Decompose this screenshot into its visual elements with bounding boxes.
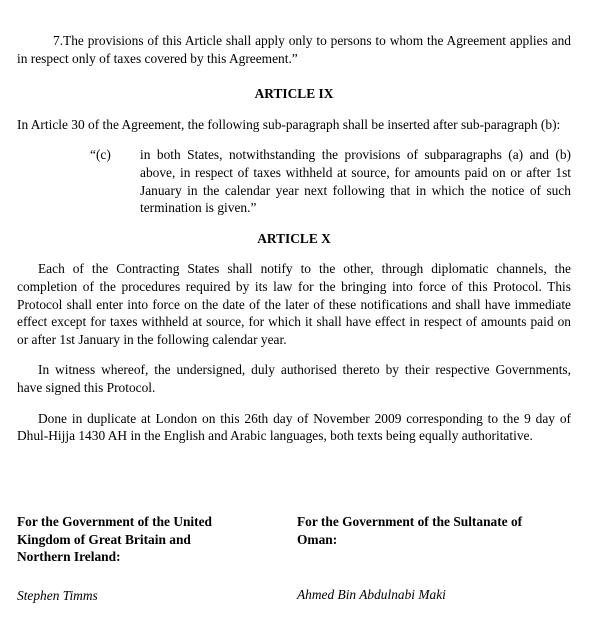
article-ix-heading: ARTICLE IX	[254, 86, 334, 102]
done-paragraph: Done in duplicate at London on this 26th day of November 2009 corresponding to the 9 day of Dhul-Hijja 1430 AH in the English and Arabic languages, both texts being equally authoritative.	[17, 410, 571, 444]
document-body	[17, 32, 571, 445]
quote-marker: “(c)	[90, 147, 111, 163]
quote-text: in both States, notwithstanding the provisions of subparagraphs (a) and (b) above, in respect of taxes withheld at source, for amounts paid on or after 1st January in the calendar year next following that in which the notice of such termination is given.”	[140, 147, 571, 216]
signature-oman	[297, 513, 577, 604]
signature-oman-name: Ahmed Bin Abdulnabi Maki	[297, 587, 446, 603]
signature-uk	[17, 513, 297, 604]
signature-block	[17, 513, 577, 604]
signature-uk-name: Stephen Timms	[17, 587, 98, 603]
article-ix-intro: In Article 30 of the Agreement, the following sub-paragraph shall be inserted after sub-paragraph (b):	[17, 116, 561, 132]
witness-paragraph: In witness whereof, the undersigned, duly authorised thereto by their respective Governments, have signed this Protocol.	[17, 362, 571, 395]
signature-oman-title: For the Government of the Sultanate of Oman:	[297, 514, 523, 547]
article-ix-quote	[90, 146, 571, 216]
paragraph-7: 7.The provisions of this Article shall apply only to persons to whom the Agreement applies and in respect only of taxes covered by this Agreement.”	[17, 33, 571, 66]
signature-uk-title: For the Government of the United Kingdom of Great Britain and Northern Ireland:	[17, 514, 213, 565]
article-x-body: Each of the Contracting States shall notify to the other, through diplomatic channels, the completion of the procedures required by its law for the bringing into force of this Protocol. This Protocol shall enter into force on the date of the later of these notifications and shall have immediate effect except for taxes withheld at source, for which it shall have effect in respect of amounts paid on or after 1st January in the following calendar year.	[17, 261, 571, 347]
article-x-heading: ARTICLE X	[257, 230, 331, 246]
